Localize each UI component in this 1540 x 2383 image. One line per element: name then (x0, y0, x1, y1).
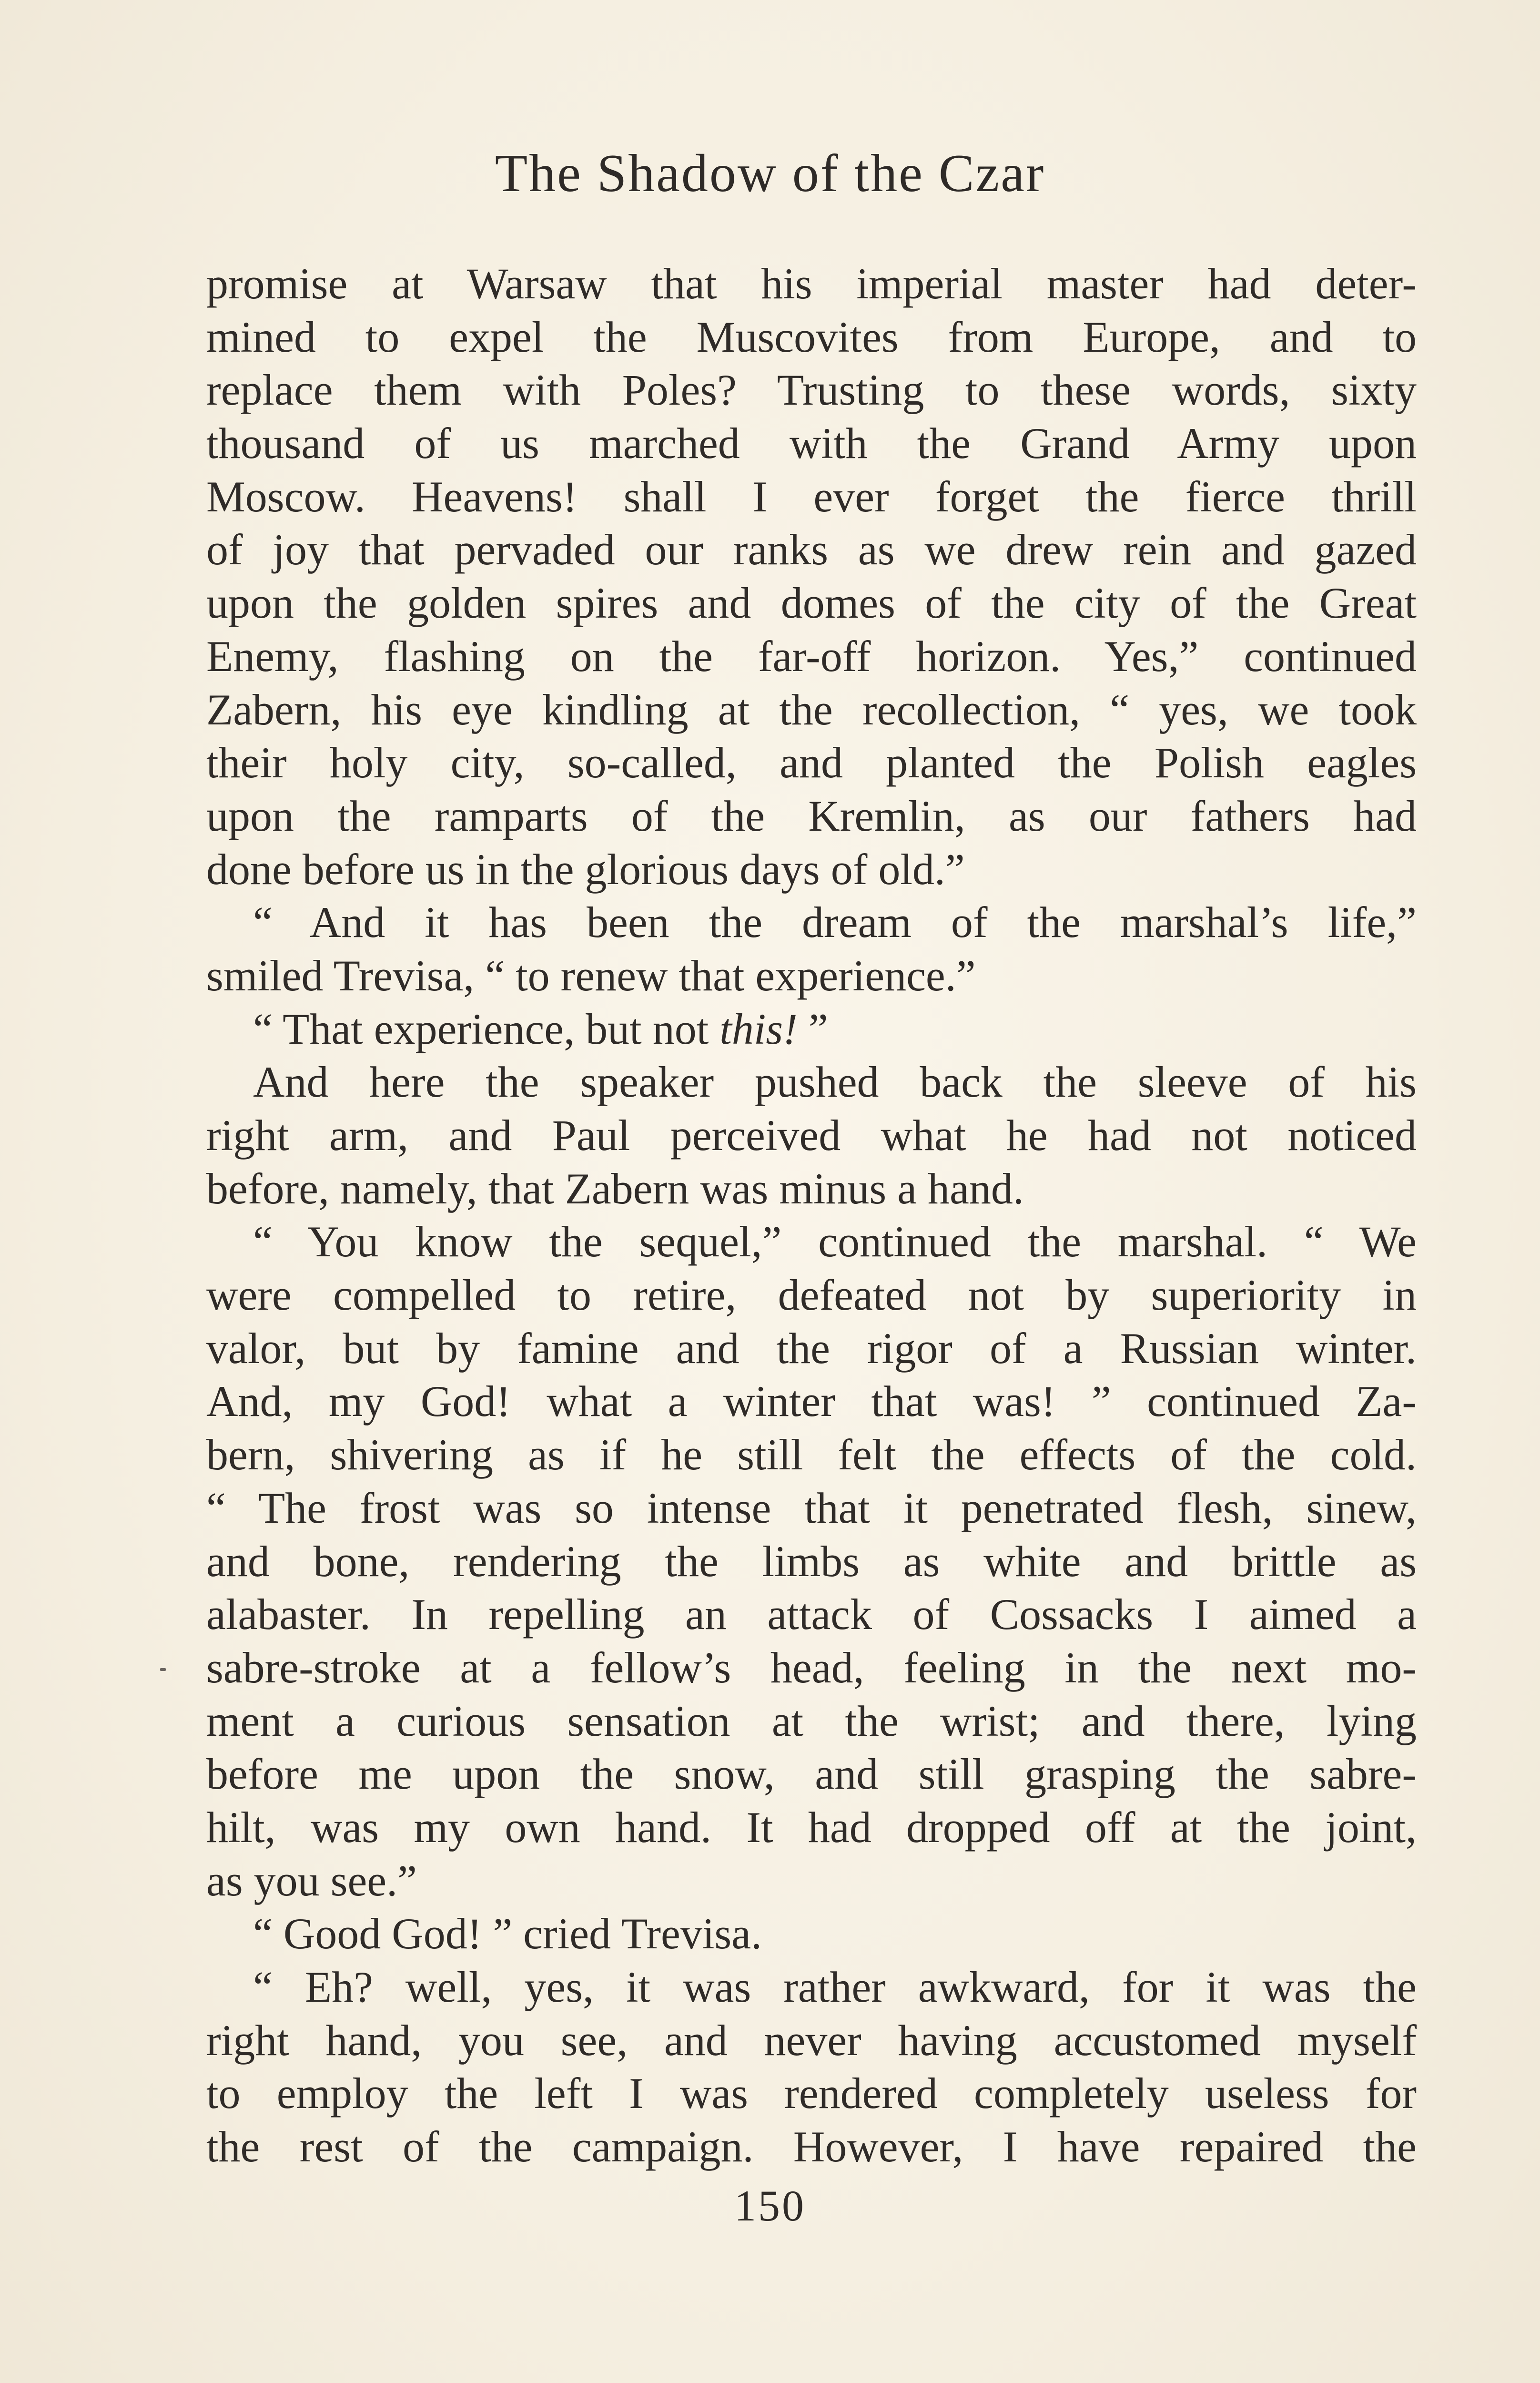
text-line: smiled Trevisa, “ to renew that experience.” (206, 951, 976, 1000)
text-line: were compelled to retire, defeated not by superiority in (206, 1271, 1417, 1320)
body-text (206, 257, 1417, 2174)
text-line: And, my God! what a winter that was! ” continued Za- (206, 1377, 1417, 1426)
text-line: Zabern, his eye kindling at the recollection, “ yes, we took (206, 685, 1417, 734)
text-line: before, namely, that Zabern was minus a hand. (206, 1164, 1024, 1213)
text-line: of joy that pervaded our ranks as we drew rein and gazed (206, 525, 1417, 574)
text-line: “ And it has been the dream of the marshal’s life,” (253, 898, 1417, 947)
italic-emphasis: this! (719, 1004, 798, 1053)
text-line: right arm, and Paul perceived what he had not noticed (206, 1111, 1417, 1160)
text-line: and bone, rendering the limbs as white and brittle as (206, 1537, 1417, 1586)
running-head: The Shadow of the Czar (495, 144, 1045, 203)
text-line: alabaster. In repelling an attack of Cossacks I aimed a (206, 1590, 1417, 1639)
text-line: mined to expel the Muscovites from Europe, and to (206, 312, 1417, 361)
text-line: thousand of us marched with the Grand Army upon (206, 419, 1417, 468)
text-line: Enemy, flashing on the far-off horizon. Yes,” continued (206, 631, 1417, 681)
page-number: 150 (734, 2181, 806, 2230)
text-line: “ The frost was so intense that it penetrated flesh, sinew, (206, 1483, 1417, 1532)
text-line: “ That experience, but not this! ” (253, 1004, 828, 1053)
text-line: right hand, you see, and never having accustomed myself (206, 2016, 1417, 2065)
text-line: promise at Warsaw that his imperial master had deter- (206, 259, 1417, 308)
text-line: the rest of the campaign. However, I have repaired the (206, 2122, 1417, 2171)
text-line: to employ the left I was rendered completely useless for (206, 2069, 1417, 2118)
text-line: “ You know the sequel,” continued the marshal. “ We (253, 1217, 1417, 1266)
text-line: ment a curious sensation at the wrist; and there, lying (206, 1696, 1417, 1745)
text-line: upon the ramparts of the Kremlin, as our fathers had (206, 791, 1417, 840)
text-line: And here the speaker pushed back the sleeve of his (253, 1058, 1417, 1107)
margin-mark (160, 1668, 166, 1671)
text-line: sabre-stroke at a fellow’s head, feeling in the next mo- (206, 1643, 1417, 1692)
text-line: done before us in the glorious days of old.” (206, 845, 965, 894)
text-line: before me upon the snow, and still grasping the sabre- (206, 1750, 1417, 1799)
text-line: valor, but by famine and the rigor of a Russian winter. (206, 1324, 1417, 1373)
text-line: Moscow. Heavens! shall I ever forget the fierce thrill (206, 472, 1417, 521)
text-line: bern, shivering as if he still felt the effects of the cold. (206, 1430, 1417, 1479)
text-line: replace them with Poles? Trusting to these words, sixty (206, 366, 1417, 415)
text-line: their holy city, so-called, and planted the Polish eagles (206, 738, 1417, 787)
text-line: upon the golden spires and domes of the city of the Great (206, 579, 1417, 628)
text-line: “ Eh? well, yes, it was rather awkward, for it was the (253, 1963, 1417, 2011)
text-line: “ Good God! ” cried Trevisa. (253, 1909, 762, 1958)
text-line: hilt, was my own hand. It had dropped off at the joint, (206, 1803, 1417, 1852)
text-line: as you see.” (206, 1856, 417, 1905)
